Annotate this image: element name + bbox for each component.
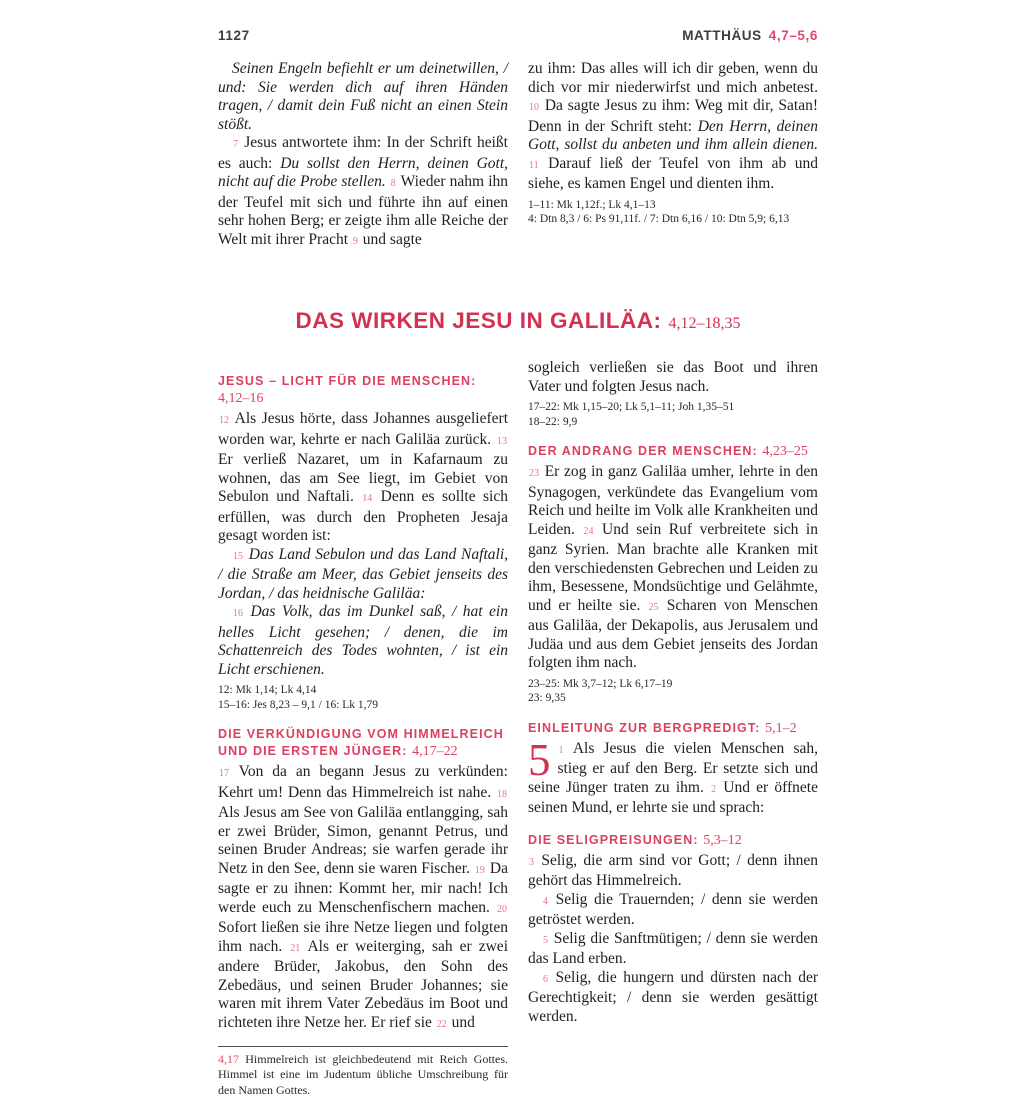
cross-references: 23: 9,35 [528, 692, 566, 704]
pericope-heading: DER ANDRANG DER MENSCHEN: 4,23–25 [528, 444, 808, 459]
main-section-heading-range: 4,12–18,35 [668, 315, 741, 332]
chapter-number-dropcap: 5 [528, 734, 551, 785]
pericope-heading: EINLEITUNG ZUR BERGPREDIGT: 5,1–2 [528, 720, 797, 736]
main-section-heading [218, 308, 818, 334]
cross-references: 23–25: Mk 3,7–12; Lk 6,17–19 [528, 677, 673, 690]
pericope-heading: JESUS – LICHT FÜR DIE MENSCHEN: 4,12–16 [218, 374, 477, 406]
running-head [218, 28, 818, 43]
pericope-heading: DIE VERKÜNDIGUNG VOM HIMMELREICH UND DIE ERSTEN JÜNGER: 4,17–22 [218, 727, 504, 759]
footnote-area [218, 1046, 508, 1099]
cross-references: 15–16: Jes 8,23 – 9,1 / 16: Lk 1,79 [218, 698, 379, 711]
verse-paragraph: zu ihm: Das alles will ich dir geben, wenn du dich vor mir niederwirfst und mich anbetest. 10 Da sagte Jesus zu ihm: Weg mit dir, Satan! Denn in der Schrift steht: Den Herrn, deinen Gott, sollst du anbeten und ihm allein dienen. 11 Darauf ließ der Teufel von ihm ab und siehe, es kamen Engel und dienten ihm. [528, 60, 818, 192]
verse-paragraph: 17 Von da an begann Jesus zu verkünden: Kehrt um! Denn das Himmelreich ist nahe. 18 Als Jesus am See von Galiläa entlangging, sah er zwei Brüder, Simon, genannt Petrus, und seinen Bruder Andreas; sie warfen gerade ihr Netz in den See, denn sie waren Fischer. 19 Da sagte er zu ihnen: Kommt her, mir nach! Ich werde euch zu Menschenfischern machen. 20 Sofort ließen sie ihre Netze liegen und folgten ihm nach. 21 Als er weiterging, sah er zwei andere Brüder, Jakobus, den Sohn des Zebedäus, und seinen Bruder Johannes; sie waren mit ihrem Vater Zebedäus im Boot und richteten ihre Netze her. Er rief sie 22 und [218, 763, 509, 1031]
cross-references: 17–22: Mk 1,15–20; Lk 5,1–11; Joh 1,35–51 [528, 401, 735, 413]
right-column-top [528, 60, 818, 251]
pericope-heading: DIE SELIGPREISUNGEN: 5,3–12 [528, 832, 742, 848]
footnote: 4,17 Himmelreich ist gleichbedeutend mit Reich Gottes. Himmel ist eine im Judentum übliche Umschreibung für den Namen Gottes. [218, 1046, 508, 1099]
top-columns [218, 60, 818, 251]
verse-paragraph: 23 Er zog in ganz Galiläa umher, lehrte in den Synagogen, verkündete das Evangelium vom Reich und heilte im Volk alle Krankheiten und Leiden. 24 Und sein Ruf verbreitete sich in ganz Syrien. Man brachte alle Kranken mit den verschiedensten Gebrechen und Leiden zu ihm, Besessene, Mondsüchtige und Gelähmte, und er heilte sie. 25 Scharen von Menschen aus Galiläa, der Dekapolis, aus Jerusalem und Judäa und aus dem Gebiet jenseits des Jordan folgten ihm nach. [528, 463, 818, 671]
verse-paragraph: 6 Selig, die hungern und dürsten nach der Gerechtigkeit; / denn sie werden gesättigt werden. [528, 968, 818, 1025]
verse-paragraph: 12 Als Jesus hörte, dass Johannes ausgeliefert worden war, kehrte er nach Galiläa zurück. 13 Er verließ Nazaret, um in Kafarnaum zu wohnen, das am See liegt, im Gebiet von Sebulon und Naftali. 14 Denn es sollte sich erfüllen, was durch den Propheten Jesaja gesagt worden ist: [218, 410, 508, 544]
scripture-quote-paragraph: 16 Das Volk, das im Dunkel saß, / hat ein helles Licht gesehen; / denen, die im Schattenreich des Todes wohnten, / ist ein Licht erschienen. [218, 603, 508, 678]
running-head-right [682, 28, 818, 43]
chapter-opening-paragraph: 5 1 Als Jesus die vielen Menschen sah, stieg er auf den Berg. Er setzte sich und seine Jünger traten zu ihm. 2 Und er öffnete seinen Mund, er lehrte sie und sprach: [528, 734, 818, 816]
right-column-main [528, 359, 818, 1106]
running-head-book: MATTHÄUS [682, 28, 762, 43]
page-number: 1127 [218, 28, 250, 43]
main-section-heading-label: DAS WIRKEN JESU IN GALILÄA: [295, 308, 662, 333]
verse-paragraph: sogleich verließen sie das Boot und ihren Vater und folgten Jesus nach. [528, 359, 818, 395]
verse-paragraph: 7 Jesus antwortete ihm: In der Schrift heißt es auch: Du sollst den Herrn, deinen Gott, nicht auf die Probe stellen. 8 Wieder nahm ihn der Teufel mit sich und führte ihn auf einen sehr hohen Berg; er zeigte ihm alle Reiche der Welt mit ihrer Pracht 9 und sagte [218, 134, 508, 248]
cross-references: 1–11: Mk 1,12f.; Lk 4,1–13 [528, 198, 656, 211]
running-head-range: 4,7–5,6 [768, 28, 818, 43]
scripture-quote-paragraph: Seinen Engeln befiehlt er um deinetwillen, / und: Sie werden dich auf ihren Händen tragen, / damit dein Fuß nicht an einen Stein stößt. [218, 60, 508, 133]
left-column-main [218, 359, 508, 1106]
main-columns [218, 359, 818, 1106]
verse-paragraph: 3 Selig, die arm sind vor Gott; / denn ihnen gehört das Himmelreich. [528, 851, 818, 889]
left-column-top [218, 60, 508, 251]
verse-paragraph: 4 Selig die Trauernden; / denn sie werden getröstet werden. [528, 890, 818, 928]
scripture-quote-paragraph: 15 Das Land Sebulon und das Land Naftali, / die Straße am Meer, das Gebiet jenseits des Jordan, / das heidnische Galiläa: [218, 545, 508, 602]
verse-paragraph: 5 Selig die Sanftmütigen; / denn sie werden das Land erben. [528, 929, 818, 967]
cross-references: 12: Mk 1,14; Lk 4,14 [218, 684, 317, 696]
cross-references: 4: Dtn 8,3 / 6: Ps 91,11f. / 7: Dtn 6,16 / 10: Dtn 5,9; 6,13 [528, 213, 790, 225]
cross-references: 18–22: 9,9 [528, 415, 578, 428]
